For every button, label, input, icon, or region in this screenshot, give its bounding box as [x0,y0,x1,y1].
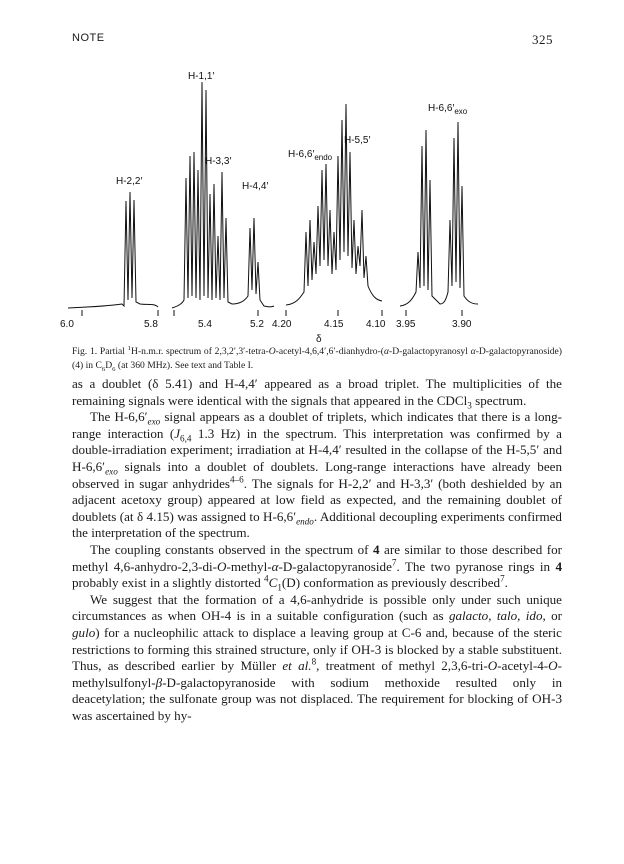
tick-label-3.95: 3.95 [396,319,416,330]
nmr-spectrum-figure [60,60,520,345]
page-number: 325 [532,32,553,47]
tick-label-4.20: 4.20 [272,319,292,330]
paragraph-3: The coupling constants observed in the spectrum of 4 are similar to those described for methyl 4,6-anhydro-2,3-di-O-methyl-α-D-galactopyranoside$^7$. The two pyranose rings in 4 probably exist in a slightly distorted $^4C_1(D)$ conformation as previously described$^7$. [72,541,562,593]
peak-label-h66exo: $H-6,6'_{exo}$ [428,103,468,116]
peak-label-h55: H-5,5′ [344,135,371,146]
paragraph-4: We suggest that the formation of a 4,6-anhydride is possible only under such unique circumstances as when OH-4 is in a suitable configuration (such as galacto, talo, ido, or gulo) for a nucleophilic attack to displace a leaving group at C-6 and, because of the steric restrictions to forming this strained structure, only if OH-3 is blocked by a stable substituent. Thus, as described earlier by Müller et al.$^8$, treatment of methyl 2,3,6-tri-O-acetyl-4-O-methylsulfonyl-β-D-galactopyranoside with sodium methoxide resulted only in deacetylation; the sulfonate group was not displaced. The requirement for blocking of OH-3 was ascertained by hy- [72,591,562,723]
spectrum-trace-right [400,122,478,306]
tick-label-5.8: 5.8 [144,319,158,330]
paragraph-2: The $H-6,6'_{exo}$ signal appears as a doublet of triplets, which indicates that there is a long-range interaction ($J_{6,4}$ 1.3 Hz) in the spectrum. This interpretation was confirmed by a double-irradiation experiment; irradiation at H-4,4′ resulted in the collapse of the H-5,5′ and $H-6,6'_{exo}$ signals into a doublet of doublets. Long-range interactions have already been observed in sugar anhydrides$^{4-6}$. The signals for H-2,2′ and H-3,3′ (both deshielded by an adjacent acetoxy group) appeared at low field as expected, and the remaining doublet of doublets (at δ 4.15) was assigned to $H-6,6'_{endo}$. Additional decoupling experiments confirmed the interpretation of the spectrum. [72,409,562,541]
tick-label-5.4: 5.4 [198,319,212,330]
figure-caption: Fig. 1. Partial $^1$H-n.m.r. spectrum of 2,3,2′,3′-tetra-O-acetyl-4,6,4′,6′-dianhydro-(α-D-galactopyranosyl α-D-galactopyranoside) (4) in $C_6D_6$ (at 360 MHz). See text and Table I. [72,344,562,373]
tick-label-6.0: 6.0 [60,319,74,330]
spectrum-trace-left [68,192,158,308]
peak-label-h44: H-4,4′ [242,181,269,192]
body-text [72,376,562,724]
peak-label-h11: H-1,1′ [188,71,215,82]
tick-label-5.2: 5.2 [250,319,264,330]
running-head: NOTE [72,32,105,44]
axis-delta-label: δ [316,334,322,345]
peak-label-h22: H-2,2′ [116,176,143,187]
paragraph-1: as a doublet (δ 5.41) and H-4,4′ appeared as a broad triplet. The multiplicities of the remaining signals were identical with the signals that appeared in the CDCl$_3$ spectrum. [72,376,562,411]
tick-label-3.90: 3.90 [452,319,472,330]
peak-label-h33: H-3,3′ [205,156,232,167]
tick-label-4.15: 4.15 [324,319,344,330]
spectrum-trace-left-b [172,82,274,308]
tick-label-4.10: 4.10 [366,319,386,330]
peak-label-h66endo: $H-6,6'_{endo}$ [288,149,333,162]
